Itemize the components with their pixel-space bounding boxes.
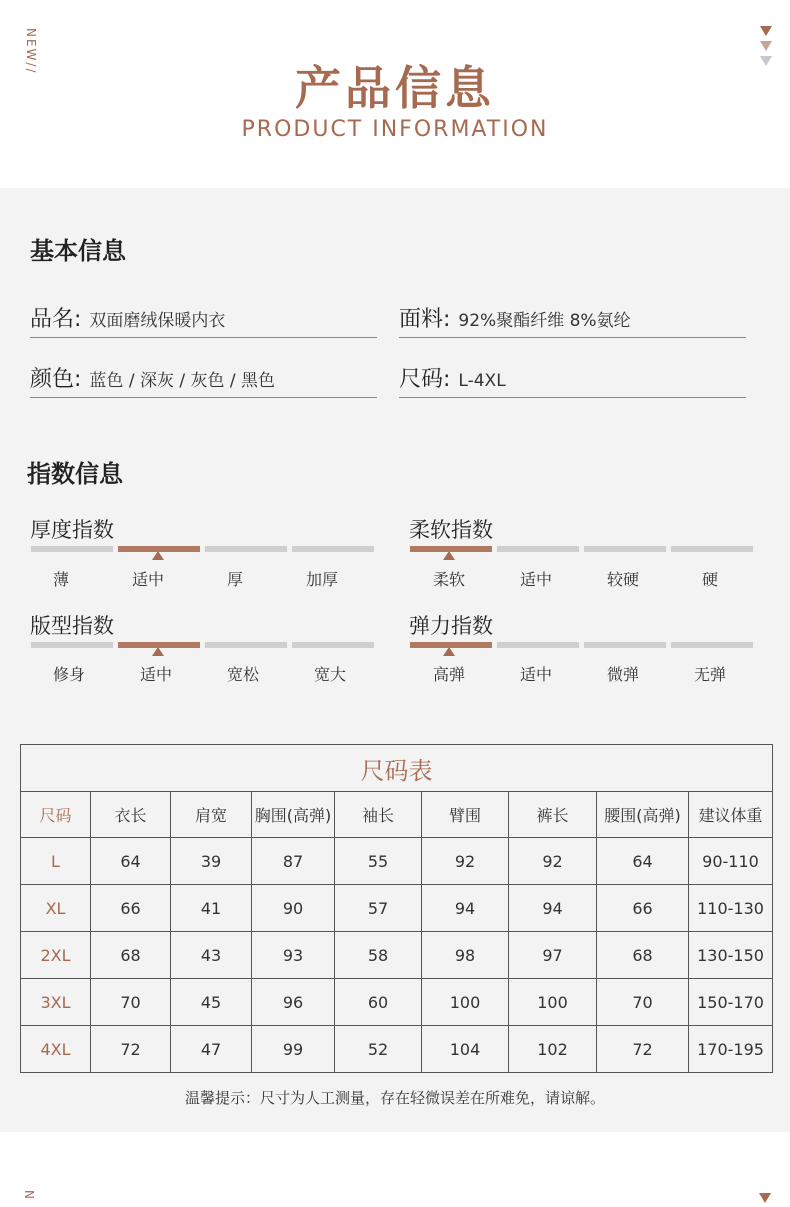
table-row (21, 838, 773, 885)
index-title-fit: 版型指数 (30, 614, 114, 638)
table-cell: 150-170 (689, 979, 773, 1026)
index-bar (497, 546, 579, 552)
triangle-up-icon (152, 647, 164, 656)
index-title-elasticity: 弹力指数 (409, 614, 493, 638)
table-cell: 92 (509, 838, 597, 885)
index-label: 宽大 (313, 665, 346, 684)
index-label: 适中 (519, 570, 552, 589)
table-cell: 102 (509, 1026, 597, 1073)
table-header: 臂围 (422, 792, 509, 838)
basic-info-title: 基本信息 (30, 237, 126, 265)
index-bar (205, 642, 287, 648)
table-cell: 70 (91, 979, 171, 1026)
table-cell: 110-130 (689, 885, 773, 932)
new-tag: NEW// (24, 28, 38, 75)
table-row (21, 1026, 773, 1073)
index-label: 高弹 (432, 665, 465, 684)
table-header: 胸围(高弹) (252, 792, 335, 838)
triangle-down-icon (759, 1193, 771, 1203)
index-bars-elasticity (410, 642, 753, 648)
index-bars-fit (31, 642, 374, 648)
index-label: 适中 (139, 665, 172, 684)
info-key: 面料: (399, 307, 451, 332)
table-row (21, 932, 773, 979)
table-header: 衣长 (91, 792, 171, 838)
index-label: 宽松 (226, 665, 259, 684)
index-bar (31, 546, 113, 552)
index-bar (205, 546, 287, 552)
index-bar (292, 546, 374, 552)
table-cell: 96 (252, 979, 335, 1026)
table-cell: 94 (422, 885, 509, 932)
index-label: 薄 (52, 570, 69, 589)
index-bar (584, 642, 666, 648)
index-info-title: 指数信息 (27, 460, 123, 488)
table-cell: 70 (597, 979, 689, 1026)
triangle-up-icon (443, 551, 455, 560)
table-cell: 39 (171, 838, 252, 885)
table-row (21, 885, 773, 932)
index-labels-elasticity (408, 662, 751, 685)
table-cell: 60 (335, 979, 422, 1026)
info-value: 蓝色 / 深灰 / 灰色 / 黑色 (89, 371, 276, 391)
table-cell: 45 (171, 979, 252, 1026)
header (0, 0, 790, 188)
info-key: 尺码: (399, 367, 451, 392)
table-cell: 90 (252, 885, 335, 932)
table-cell: 99 (252, 1026, 335, 1073)
table-cell: 41 (171, 885, 252, 932)
index-label: 加厚 (305, 570, 338, 589)
size-note: 温馨提示：尺寸为人工测量，存在轻微误差在所难免，请谅解。 (184, 1089, 605, 1107)
footer-tag: N (22, 1190, 36, 1199)
table-cell: 68 (91, 932, 171, 979)
table-cell-size: 2XL (21, 932, 91, 979)
table-cell: 97 (509, 932, 597, 979)
table-cell: 87 (252, 838, 335, 885)
table-cell: 43 (171, 932, 252, 979)
index-label: 厚 (226, 570, 243, 589)
triangle-up-icon (152, 551, 164, 560)
table-cell: 47 (171, 1026, 252, 1073)
info-item-size (399, 358, 746, 398)
table-cell: 72 (91, 1026, 171, 1073)
table-header: 建议体重 (689, 792, 773, 838)
index-bar (671, 546, 753, 552)
table-cell-size: 3XL (21, 979, 91, 1026)
table-header: 袖长 (335, 792, 422, 838)
index-bars-thickness (31, 546, 374, 552)
table-header: 裤长 (509, 792, 597, 838)
index-title-thickness: 厚度指数 (30, 518, 114, 542)
table-cell: 52 (335, 1026, 422, 1073)
info-item-fabric (399, 298, 746, 338)
size-table-title: 尺码表 (21, 745, 773, 792)
table-cell: 57 (335, 885, 422, 932)
table-cell: 170-195 (689, 1026, 773, 1073)
index-bar (671, 642, 753, 648)
index-label: 适中 (131, 570, 164, 589)
table-cell: 66 (597, 885, 689, 932)
size-table-grid (20, 744, 773, 1073)
table-cell: 94 (509, 885, 597, 932)
triangle-down-icon (760, 41, 772, 51)
table-cell: 93 (252, 932, 335, 979)
table-cell: 68 (597, 932, 689, 979)
table-header: 尺码 (21, 792, 91, 838)
table-cell: 66 (91, 885, 171, 932)
table-cell: 64 (91, 838, 171, 885)
table-cell: 100 (422, 979, 509, 1026)
table-header: 肩宽 (171, 792, 252, 838)
index-labels-thickness (20, 567, 363, 590)
table-cell: 90-110 (689, 838, 773, 885)
table-cell: 55 (335, 838, 422, 885)
table-cell: 92 (422, 838, 509, 885)
table-cell-size: XL (21, 885, 91, 932)
index-label: 较硬 (606, 570, 639, 589)
index-bar (292, 642, 374, 648)
table-cell: 130-150 (689, 932, 773, 979)
index-bars-softness (410, 546, 753, 552)
size-table (20, 744, 772, 1073)
index-labels-fit (28, 662, 371, 685)
info-key: 品名: (30, 307, 82, 332)
index-labels-softness (408, 567, 751, 590)
table-row (21, 979, 773, 1026)
page-subtitle: PRODUCT INFORMATION (241, 117, 549, 142)
index-title-softness: 柔软指数 (409, 518, 493, 542)
table-cell: 100 (509, 979, 597, 1026)
index-bar (497, 642, 579, 648)
index-label: 硬 (701, 570, 718, 589)
page-title: 产品信息 (295, 61, 495, 115)
table-cell-size: L (21, 838, 91, 885)
table-cell: 104 (422, 1026, 509, 1073)
table-header: 腰围(高弹) (597, 792, 689, 838)
table-cell-size: 4XL (21, 1026, 91, 1073)
table-cell: 98 (422, 932, 509, 979)
index-label: 微弹 (606, 665, 639, 684)
table-header-row (21, 792, 773, 838)
info-value: 双面磨绒保暖内衣 (89, 311, 226, 331)
index-label: 无弹 (693, 665, 726, 684)
index-label: 修身 (52, 665, 85, 684)
index-label: 柔软 (432, 570, 465, 589)
info-item-color (30, 358, 377, 398)
table-cell: 58 (335, 932, 422, 979)
table-cell: 72 (597, 1026, 689, 1073)
index-label: 适中 (519, 665, 552, 684)
table-cell: 64 (597, 838, 689, 885)
info-value: 92%聚酯纤维 8%氨纶 (458, 311, 631, 331)
info-item-name (30, 298, 377, 338)
triangle-down-icon (760, 26, 772, 36)
info-key: 颜色: (30, 367, 82, 392)
index-bar (584, 546, 666, 552)
info-value: L-4XL (458, 371, 506, 391)
index-bar (31, 642, 113, 648)
triangle-up-icon (443, 647, 455, 656)
